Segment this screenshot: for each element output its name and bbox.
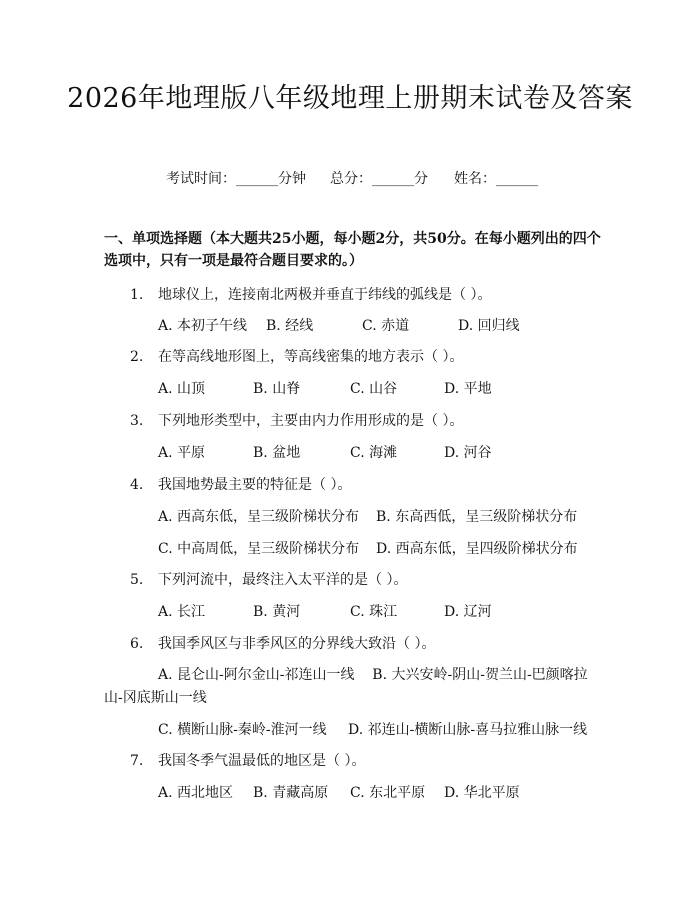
option: C. 赤道 [362,318,410,334]
option: D. 西高东低，呈四级阶梯状分布 [376,541,578,557]
question-text: 在等高线地形图上，等高线密集的地方表示（ ）。 [158,349,464,365]
exam-title: 2026年地理版八年级地理上册期末试卷及答案 [67,83,633,114]
option: A. 长江 [158,604,206,620]
question [130,750,365,770]
option: C. 珠江 [350,604,398,620]
option: D. 辽河 [444,604,492,620]
option: A. 西高东低，呈三级阶梯状分布 [158,509,360,525]
option: A. 本初子午线 [158,318,248,334]
question [130,346,463,366]
question-text: 地球仪上，连接南北两极并垂直于纬线的弧线是（ ）。 [158,287,492,303]
option: A. 昆仑山-阿尔金山-祁连山一线 [158,667,355,683]
option: D. 河谷 [444,445,492,461]
option-row [104,664,600,710]
total-score-field: 总分：______分 [330,171,428,187]
question-number: 6. [130,636,144,652]
option: D. 祁连山-横断山脉-喜马拉雅山脉一线 [348,722,588,738]
option: D. 平地 [444,381,492,397]
option: B. 东高西低，呈三级阶梯状分布 [376,509,578,525]
option: C. 中高周低，呈三级阶梯状分布 [158,541,360,557]
option: A. 山顶 [158,381,206,397]
option: D. 回归线 [458,318,520,334]
student-name-field: 姓名：______ [454,171,538,187]
option: C. 横断山脉-秦岭-淮河一线 [158,722,327,738]
option: C. 山谷 [350,381,398,397]
question [130,410,463,430]
question-text: 我国冬季气温最低的地区是（ ）。 [158,753,366,769]
option: C. 海滩 [350,445,398,461]
question-number: 1. [130,287,144,303]
question [130,284,491,304]
option: C. 东北平原 [350,785,426,801]
question-text: 我国季风区与非季风区的分界线大致沿（ ）。 [158,636,436,652]
question-number: 5. [130,572,144,588]
option: B. 黄河 [253,604,301,620]
question [130,474,351,494]
question [130,569,407,589]
section-heading: 一、单项选择题（本大题共25小题，每小题2分，共50分。在每小题列出的四个选项中，只有一项是最符合题目要求的。） [104,231,601,269]
question [130,633,435,653]
question-number: 7. [130,753,144,769]
question-text: 我国地势最主要的特征是（ ）。 [158,477,352,493]
question-text: 下列河流中，最终注入太平洋的是（ ）。 [158,572,408,588]
question-number: 2. [130,349,144,365]
option: B. 山脊 [253,381,301,397]
option: B. 盆地 [253,445,301,461]
option: B. 大兴安岭-阴山-贺兰山-巴颜喀拉山-冈底斯山一线 [104,667,588,706]
question-number: 3. [130,413,144,429]
question-number: 4. [130,477,144,493]
option: A. 平原 [158,445,206,461]
option: B. 青藏高原 [253,785,329,801]
option: A. 西北地区 [158,785,234,801]
exam-time-field: 考试时间：______分钟 [166,171,306,187]
option: B. 经线 [266,318,314,334]
question-text: 下列地形类型中，主要由内力作用形成的是（ ）。 [158,413,464,429]
option: D. 华北平原 [444,785,520,801]
